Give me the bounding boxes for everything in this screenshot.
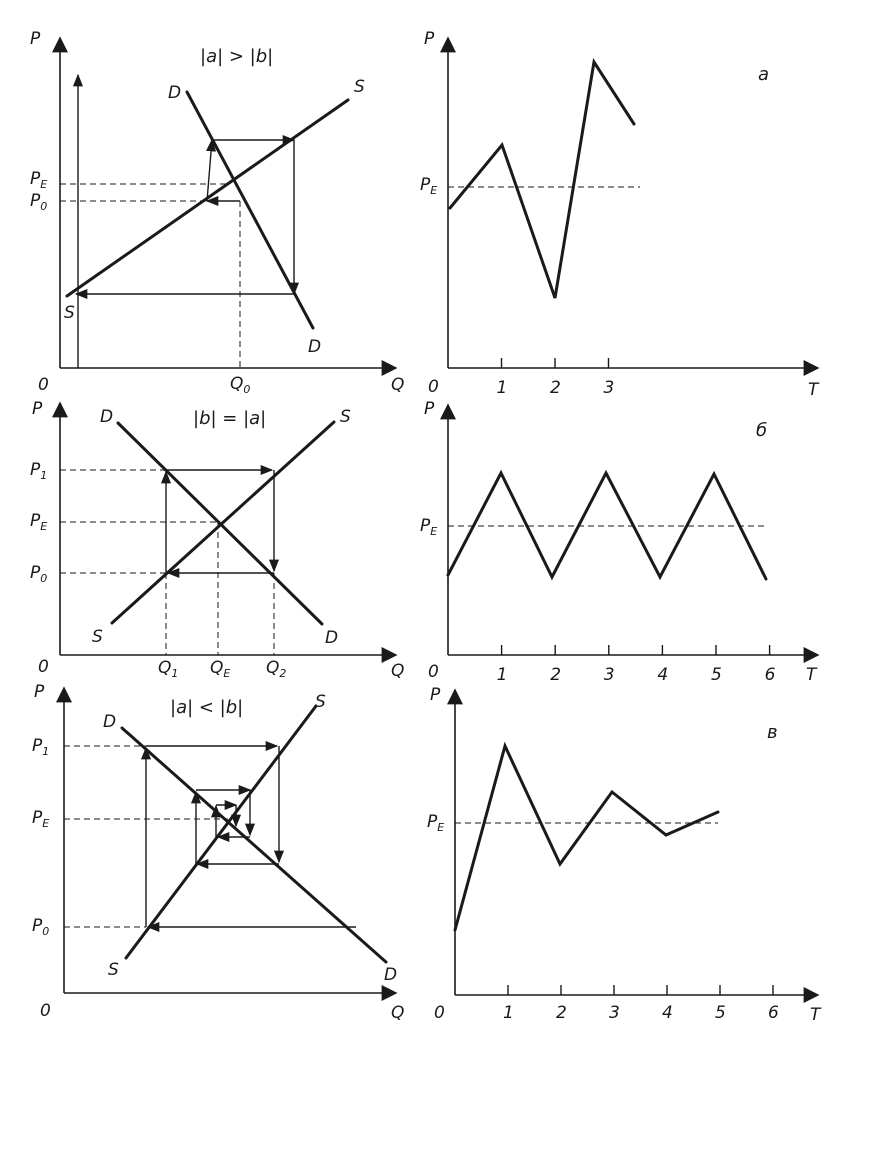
panel-c-tick-label: 1: [503, 1003, 514, 1023]
panel-a-right-pe-label: $P_E$: [420, 175, 438, 197]
panel-a-p0-label: $P_0$: [30, 191, 48, 213]
panel-b-label-d-bottom: D: [325, 628, 339, 648]
panel-b-qe-label: $Q_E$: [210, 658, 231, 680]
panel-b-q1-label: $Q_1$: [158, 658, 179, 680]
panel-a-label-d-bottom: D: [308, 337, 322, 357]
panel-c-pe-label: $P_E$: [32, 808, 50, 830]
panel-c-right-origin: 0: [434, 1003, 445, 1023]
panel-a-cobweb-step-2: [207, 140, 212, 201]
panel-b-right-pe-label: $P_E$: [420, 516, 438, 538]
panel-a-left-origin: 0: [38, 375, 49, 395]
panel-a-tick-label: 3: [603, 378, 615, 398]
panel-b-time-path: [420, 399, 818, 685]
panel-b-supply-demand: [30, 399, 404, 681]
panel-c-label-d-bottom: D: [384, 965, 398, 985]
panel-b-tick-label: 4: [657, 665, 669, 685]
panel-c-left-origin: 0: [40, 1001, 51, 1021]
panel-c-supply-curve: [126, 706, 316, 958]
panel-a-right-y-label: P: [424, 29, 435, 49]
panel-c-label-d-top: D: [103, 712, 117, 732]
panel-b-ticks: [497, 645, 776, 685]
panel-a-right-x-label: T: [808, 380, 819, 400]
panel-c-left-y-label: P: [34, 682, 45, 702]
panel-a-price-path: [450, 62, 634, 298]
panel-a-label-d-top: D: [168, 83, 182, 103]
panel-b-right-origin: 0: [428, 662, 439, 682]
panel-c-p0-label: $P_0$: [32, 916, 50, 938]
panel-c-price-path: [455, 746, 718, 930]
panel-b-label-s-top: S: [340, 407, 351, 427]
panel-b-left-title: |b| = |a|: [193, 408, 267, 429]
panel-a-time-path: [420, 29, 820, 400]
panel-b-left-x-label: Q: [391, 661, 405, 681]
panel-b-label-s-bottom: S: [92, 627, 103, 647]
panel-b-q2-label: $Q_2$: [266, 658, 287, 680]
panel-a-label-s-bottom: S: [64, 303, 75, 323]
panel-c-right-pe-label: $P_E$: [427, 812, 445, 834]
panel-b-right-x-label: T: [806, 665, 817, 685]
panel-b-p1-label: $P_1$: [30, 460, 48, 482]
panel-c-right-y-label: P: [430, 685, 441, 705]
panel-c-supply-demand: [32, 682, 404, 1023]
panel-b-left-origin: 0: [38, 657, 49, 677]
panel-b-left-y-label: P: [32, 399, 43, 419]
panel-c-time-path: [427, 685, 822, 1025]
panel-c-tick-label: 3: [609, 1003, 620, 1023]
panel-c-p1-label: $P_1$: [32, 736, 50, 758]
panel-c-tick-label: 6: [768, 1003, 779, 1023]
panel-b-p0-label: $P_0$: [30, 563, 48, 585]
panel-c-left-title: |a| < |b|: [170, 697, 244, 718]
panel-b-tick-label: 3: [603, 665, 615, 685]
panel-c-left-x-label: Q: [391, 1003, 405, 1023]
panel-a-right-origin: 0: [428, 377, 439, 397]
panel-b-tick-label: 6: [764, 665, 776, 685]
panel-a-left-y-label: P: [30, 29, 41, 49]
panel-a-label-s-top: S: [354, 77, 365, 97]
panel-c-label-s-bottom: S: [108, 960, 119, 980]
panel-b-pe-label: $P_E$: [30, 511, 48, 533]
panel-b-tick-label: 2: [550, 665, 562, 685]
panel-b-label-d-top: D: [100, 407, 114, 427]
panel-b-tick-label: 5: [711, 665, 722, 685]
panel-a-left-title: |a| > |b|: [200, 46, 274, 67]
panel-c-label-s-top: S: [315, 692, 326, 712]
panel-a-q0-label: $Q_0$: [230, 374, 251, 396]
panel-c-tick-label: 4: [662, 1003, 673, 1023]
panel-b-right-y-label: P: [424, 399, 435, 419]
panel-c-right-x-label: T: [810, 1005, 821, 1025]
panel-c-letter: в: [767, 722, 778, 743]
panel-b-tick-label: 1: [496, 665, 508, 685]
panel-a-left-x-label: Q: [391, 375, 405, 395]
panel-a-pe-label: $P_E$: [30, 169, 48, 191]
panel-c-tick-label: 2: [556, 1003, 567, 1023]
panel-a-tick-label: 2: [550, 378, 561, 398]
panel-a-supply-demand: [30, 29, 404, 396]
panel-c-tick-label: 5: [715, 1003, 726, 1023]
panel-c-ticks: [503, 985, 779, 1023]
panel-a-letter: a: [758, 64, 770, 85]
panel-b-letter: б: [756, 420, 768, 441]
panel-a-tick-label: 1: [496, 378, 508, 398]
panel-a-ticks: [497, 358, 615, 398]
